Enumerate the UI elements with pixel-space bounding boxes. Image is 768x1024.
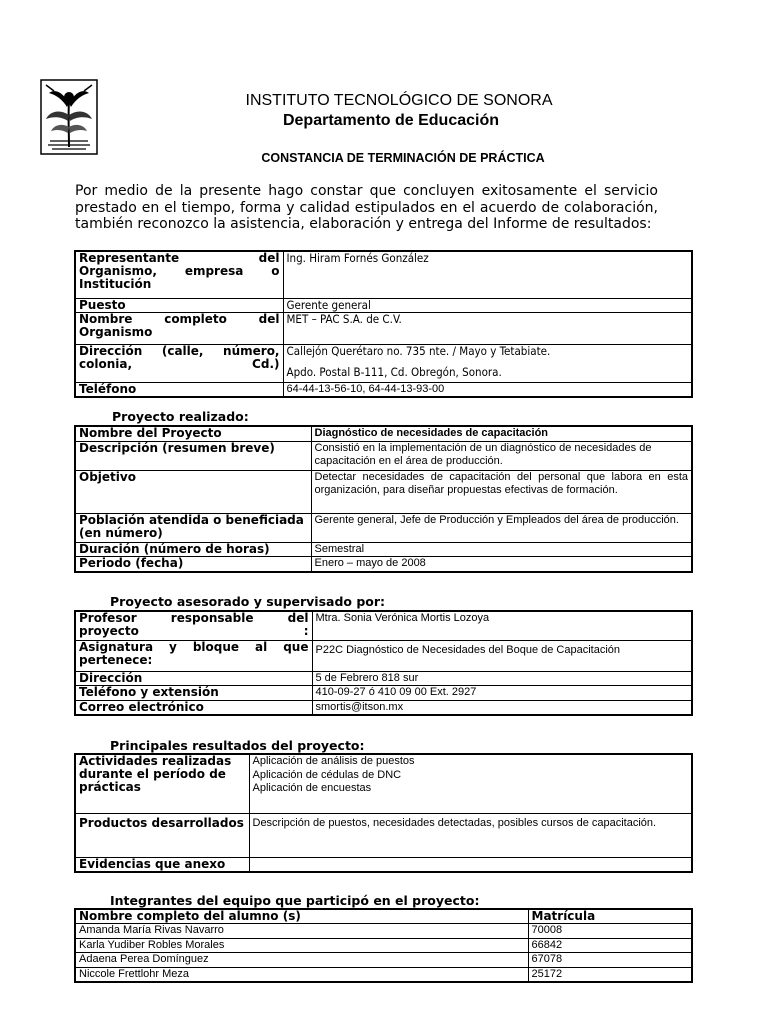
professor-value: Mtra. Sonia Verónica Mortis Lozoya	[312, 611, 692, 640]
activity-item: Aplicación de cédulas de DNC	[252, 768, 402, 781]
advisor-address-label: Dirección	[75, 671, 312, 686]
phone-label: Teléfono	[75, 382, 283, 397]
student-id: 25172	[528, 967, 692, 982]
project-name-value: Diagnóstico de necesidades de capacitación	[311, 426, 692, 441]
email-value: smortis@itson.mx	[312, 700, 692, 715]
period-value: Enero – mayo de 2008	[311, 557, 692, 572]
institute-name: INSTITUTO TECNOLÓGICO DE SONORA	[245, 92, 553, 109]
puesto-label: Puesto	[75, 298, 283, 312]
results-section-title: Principales resultados del proyecto:	[110, 738, 365, 753]
table-row	[75, 924, 692, 939]
organismo-table	[74, 250, 693, 398]
duration-value: Semestral	[311, 542, 692, 557]
evidence-label: Evidencias que anexo	[75, 857, 249, 872]
results-table	[74, 753, 693, 873]
org-name-value: MET – PAC S.A. de C.V.	[283, 312, 692, 344]
subject-value: P22C Diagnóstico de Necesidades del Boque de Capacitación	[312, 640, 692, 671]
period-label: Periodo (fecha)	[75, 557, 311, 572]
address-value: Callejón Querétaro no. 735 nte. / Mayo y Tetabiate. Apdo. Postal B-111, Cd. Obregón, Sonora.	[283, 344, 692, 382]
student-name: Adaena Perea Domínguez	[75, 953, 528, 968]
project-name-label: Nombre del Proyecto	[75, 426, 311, 441]
project-section-title: Proyecto realizado:	[112, 409, 249, 424]
student-name: Amanda María Rivas Navarro	[75, 924, 528, 939]
activities-label: Actividades realizadas durante el período de prácticas	[75, 754, 249, 813]
email-label: Correo electrónico	[75, 700, 312, 715]
student-name: Niccole Frettlohr Meza	[75, 967, 528, 982]
student-id: 67078	[528, 953, 692, 968]
team-section-title: Integrantes del equipo que participó en el proyecto:	[110, 893, 480, 908]
products-label: Productos desarrollados	[75, 813, 249, 857]
description-label: Descripción (resumen breve)	[75, 441, 311, 470]
products-value: Descripción de puestos, necesidades detectadas, posibles cursos de capacitación.	[249, 813, 692, 857]
activity-item: Aplicación de encuestas	[252, 782, 372, 794]
advisor-phone-value: 410-09-27 ó 410 09 00 Ext. 2927	[312, 686, 692, 701]
student-id: 66842	[528, 938, 692, 953]
table-row	[75, 953, 692, 968]
rep-label: Representante del Organismo, empresa o Institución	[75, 251, 283, 298]
subject-label: Asignatura y bloque al que pertenece:	[75, 640, 312, 671]
project-table	[74, 425, 693, 573]
table-row	[75, 938, 692, 953]
advisor-address-value: 5 de Febrero 818 sur	[312, 671, 692, 686]
col-header-id: Matrícula	[528, 909, 692, 924]
puesto-value: Gerente general	[283, 298, 692, 312]
rep-value: Ing. Hiram Fornés González	[283, 251, 692, 298]
intro-paragraph: Por medio de la presente hago constar que concluyen exitosamente el servicio prestado en el tiempo, forma y calidad estipulados en el acuerdo de colaboración, también reconozco la asistencia, elaboración y entrega del Informe de resultados:	[75, 183, 658, 232]
team-table	[74, 908, 693, 983]
duration-label: Duración (número de horas)	[75, 542, 311, 557]
col-header-name: Nombre completo del alumno (s)	[75, 909, 528, 924]
population-label: Población atendida o beneficiada (en número)	[75, 513, 311, 542]
activity-item: Aplicación de análisis de puestos	[252, 755, 415, 767]
department-name: Departamento de Educación	[282, 112, 500, 129]
document-title: CONSTANCIA DE TERMINACIÓN DE PRÁCTICA	[261, 151, 545, 165]
objective-label: Objetivo	[75, 470, 311, 513]
student-name: Karla Yudiber Robles Morales	[75, 938, 528, 953]
professor-label: Profesor responsable del proyecto :	[75, 611, 312, 640]
advisor-section-title: Proyecto asesorado y supervisado por:	[110, 594, 386, 609]
table-row	[75, 967, 692, 982]
activities-list	[249, 754, 692, 813]
advisor-phone-label: Teléfono y extensión	[75, 686, 312, 701]
description-value: Consistió en la implementación de un diagnóstico de necesidades de capacitación en el área de producción.	[311, 441, 692, 470]
advisor-table	[74, 610, 693, 716]
student-id: 70008	[528, 924, 692, 939]
objective-value: Detectar necesidades de capacitación del personal que labora en esta organización, para diseñar propuestas efectivas de formación.	[311, 470, 692, 513]
address-label: Dirección (calle, número, colonia, Cd.)	[75, 344, 283, 382]
org-name-label: Nombre completo del Organismo	[75, 312, 283, 344]
phone-value: 64-44-13-56-10, 64-44-13-93-00	[283, 382, 692, 397]
evidence-value	[249, 857, 692, 872]
population-value: Gerente general, Jefe de Producción y Empleados del área de producción.	[311, 513, 692, 542]
